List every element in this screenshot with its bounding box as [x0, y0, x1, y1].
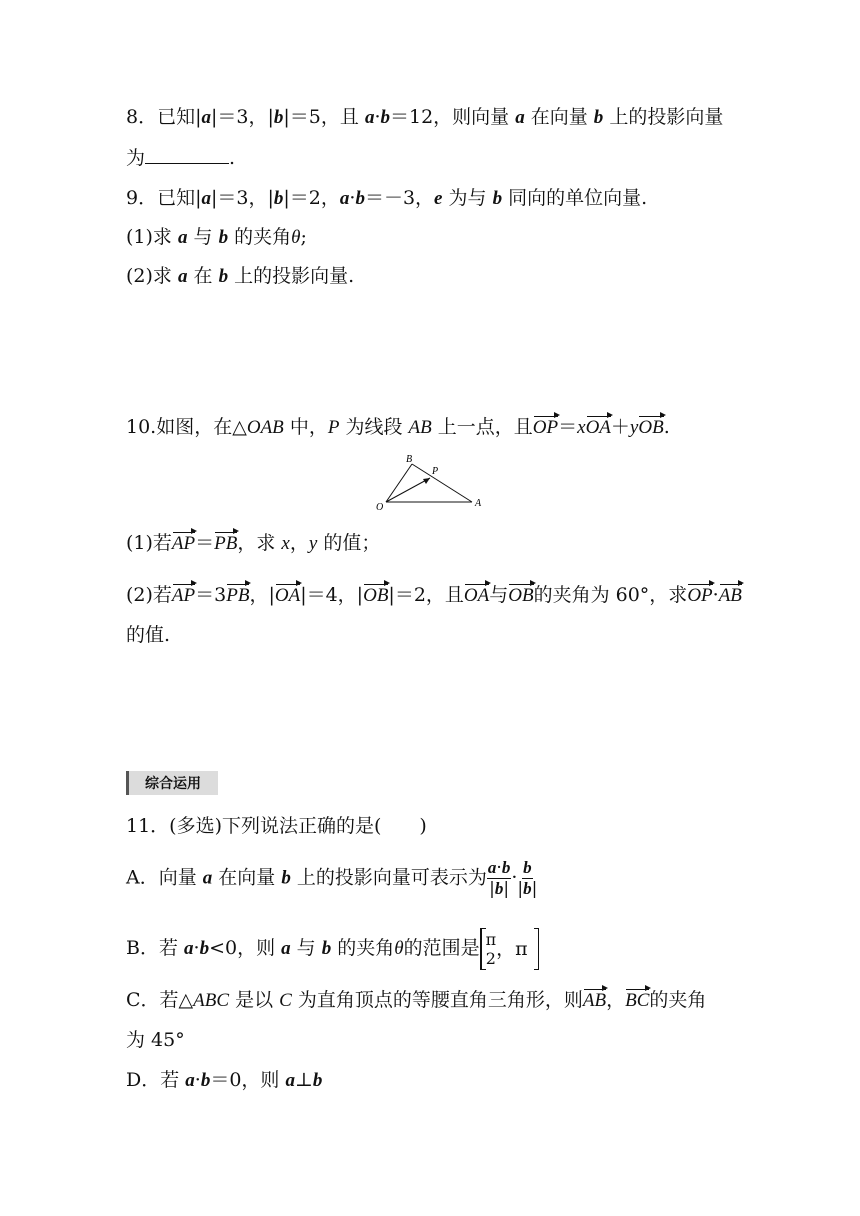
- q8-line2: 为 .: [126, 147, 236, 169]
- label-P: P: [432, 466, 439, 477]
- q8-line1: 8．已知|a|＝3，|b|＝5，且 a·b＝12，则向量 a 在向量 b 上的投影向量: [126, 106, 724, 128]
- q9-part1: (1)求 a 与 b 的夹角θ;: [126, 226, 307, 248]
- q11-stem: 11．(多选)下列说法正确的是( ): [126, 815, 427, 837]
- triangle-figure: [368, 450, 492, 514]
- fraction-2: $\frac{b}{|b|}$: [517, 858, 538, 899]
- label-B: B: [406, 454, 413, 465]
- q11-option-c-line1: C．若△ABC 是以 C 为直角顶点的等腰直角三角形，则AB，BC的夹角: [126, 987, 706, 1014]
- section-tag: [126, 771, 218, 795]
- q11-option-d: D．若 a·b＝0，则 a⊥b: [126, 1069, 323, 1091]
- q10-part2-line2: 的值.: [126, 624, 171, 646]
- q9-part2: (2)求 a 在 b 上的投影向量.: [126, 265, 355, 287]
- q11-option-b: B．若 a·b<0，则 a 与 b 的夹角θ的范围是 π 2 ，π: [126, 928, 539, 970]
- label-A: A: [475, 498, 482, 509]
- fraction-1: $\frac{a\cdot b}{|b|}$: [487, 858, 511, 899]
- q10-part1: (1)若AP＝PB，求 x，y 的值；: [126, 530, 380, 557]
- section-tag-label: 综合运用: [145, 776, 201, 792]
- q9-stem: 9．已知|a|＝3，|b|＝2，a·b＝－3，e 为与 b 同向的单位向量.: [126, 187, 648, 209]
- q10-stem: 10.如图，在△OAB 中，P 为线段 AB 上一点，且OP＝xOA＋yOB.: [126, 414, 670, 441]
- q10-part2-line1: (2)若AP＝3PB，|OA|＝4，|OB|＝2，且OA与OB的夹角为 60°，求OP·AB: [126, 582, 742, 609]
- interval: π 2 ，π: [480, 928, 539, 970]
- q11-option-c-line2: 为 45°: [126, 1029, 185, 1051]
- q11-option-a: A．向量 a 在向量 b 上的投影向量可表示为 $\frac{a\cdot b}{|b|}$ · $\frac{b}{|b|}$: [126, 858, 538, 899]
- answer-blank[interactable]: [145, 145, 229, 164]
- label-O: O: [376, 502, 384, 513]
